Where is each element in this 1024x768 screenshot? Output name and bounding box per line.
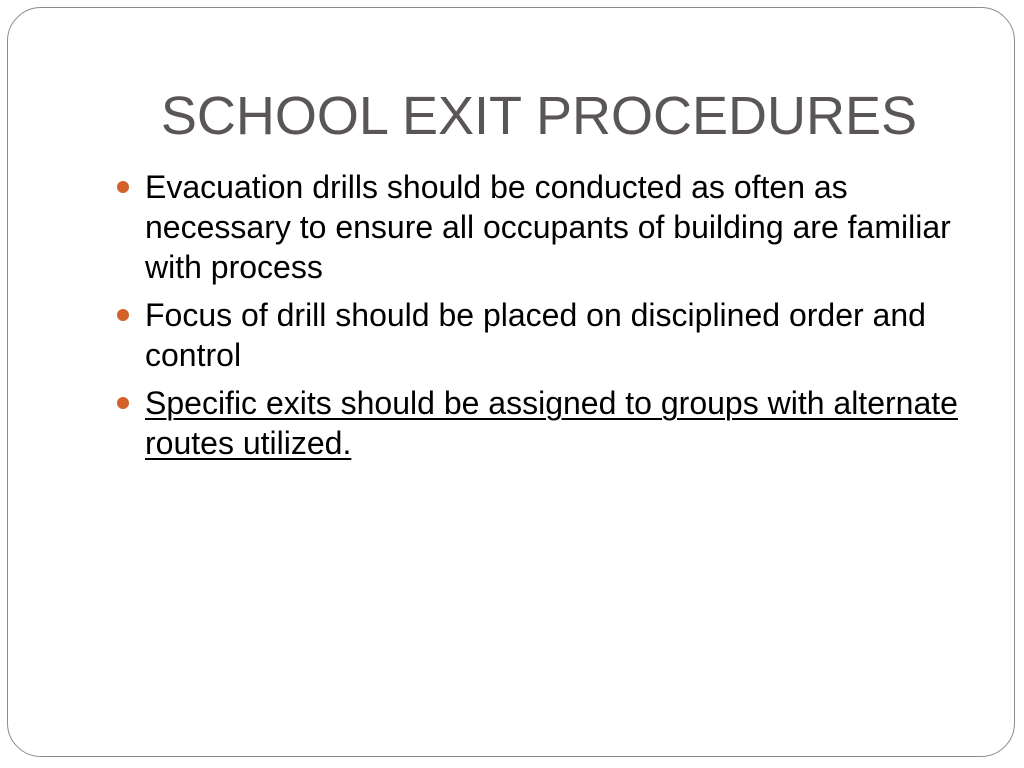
bullet-dot-icon <box>117 181 129 193</box>
bullet-item <box>112 383 992 463</box>
bullet-text: Specific exits should be assigned to groups with alternate routes utilized. <box>145 385 958 461</box>
bullet-item <box>112 167 992 287</box>
slide-title: SCHOOL EXIT PROCEDURES <box>160 86 918 146</box>
bullet-dot-icon <box>117 397 129 409</box>
bullet-text: Focus of drill should be placed on disciplined order and control <box>145 297 926 373</box>
bullet-item <box>112 295 992 375</box>
bullet-text: Evacuation drills should be conducted as often as necessary to ensure all occupants of building are familiar with process <box>145 169 951 285</box>
bullet-list <box>112 167 992 471</box>
bullet-dot-icon <box>117 309 129 321</box>
